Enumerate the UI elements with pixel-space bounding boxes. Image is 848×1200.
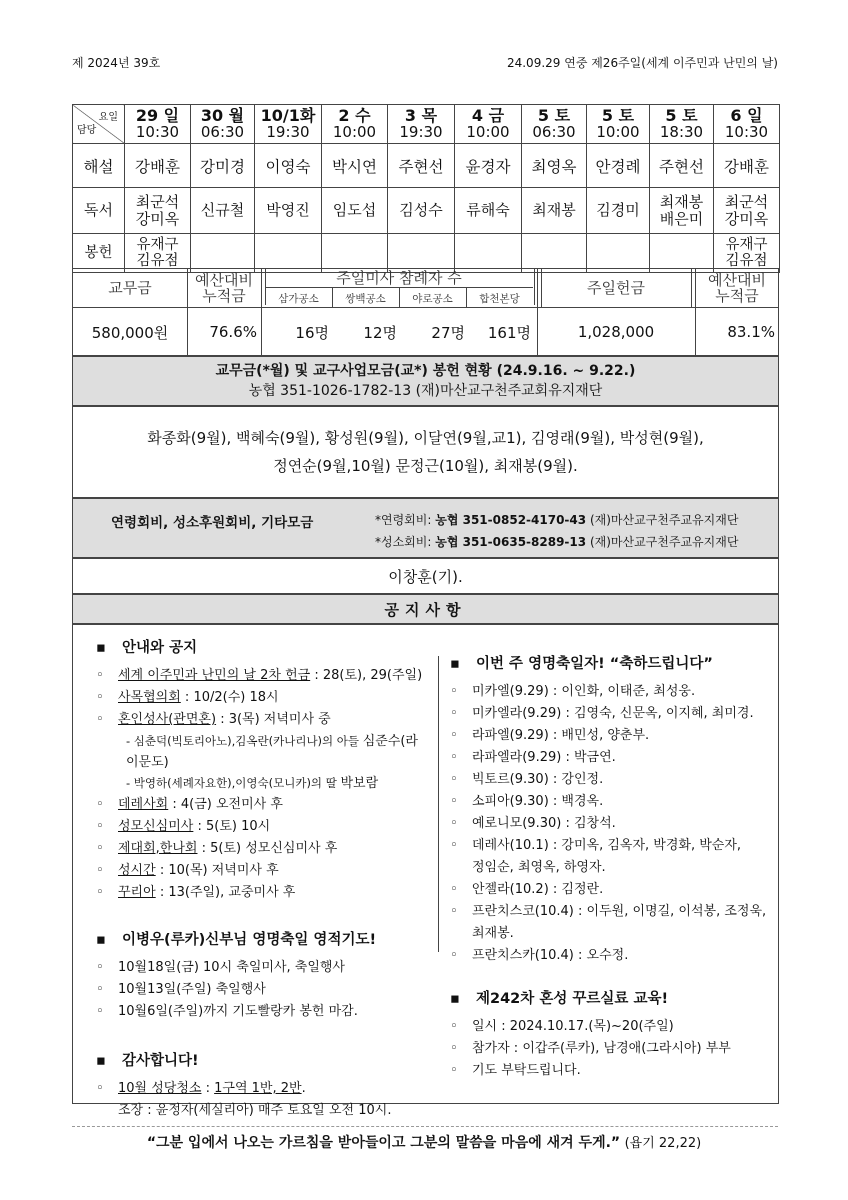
notice-item: ◦ 예로니모(9.30) : 김창석.	[450, 813, 770, 835]
notice-title: 공지사항	[72, 594, 779, 624]
budget-value: 76.6%	[209, 323, 257, 341]
tithe-label: 교무금	[108, 279, 152, 297]
schedule-cell	[322, 234, 388, 273]
sub-label-hapcheon: 합천본당	[479, 292, 520, 305]
notice-item: ◦ 일시 : 2024.10.17.(목)~20(주일)	[450, 1016, 770, 1038]
donation-account: 농협 351-1026-1782-13 (재)마산교구천주교회유지재단	[248, 383, 603, 399]
notice-item: ◦ 기도 부탁드립니다.	[450, 1060, 770, 1082]
notice-item: ◦ 혼인성사(관면혼) : 3(목) 저녁미사 중	[96, 709, 426, 731]
mass-schedule-table	[72, 104, 780, 273]
attend-yaro: 27명	[431, 323, 465, 342]
schedule-day-4: 3 목 19:30	[388, 105, 455, 144]
schedule-cell	[587, 234, 650, 273]
schedule-day-9: 6 일 10:30	[714, 105, 780, 144]
schedule-cell: 최영옥	[522, 144, 587, 188]
funds-title: 연령회비, 성소후원회비, 기타모금	[111, 515, 314, 531]
issue-number: 제 2024년 39호	[72, 56, 161, 70]
section-cursillo: 제242차 혼성 꾸르실료 교육!	[476, 991, 669, 1007]
notice-item: ◦ 라파엘(9.29) : 배민성, 양춘부.	[450, 725, 770, 747]
attend-samga: 16명	[295, 323, 329, 342]
schedule-cell: 주현선	[650, 144, 714, 188]
schedule-cell: 박시연	[322, 144, 388, 188]
donation-names: 화종화(9월), 백혜숙(9월), 황성원(9월), 이달연(9월,교1), 김영래(9월), 박성현(9월), 정연순(9월,10월) 문정근(10월), 최재봉(9월).	[72, 406, 779, 498]
schedule-cell	[388, 234, 455, 273]
notice-item: ◦ 안젤라(10.2) : 김정란.	[450, 879, 770, 901]
sub-label-ssangbaek: 쌍백공소	[345, 292, 386, 305]
schedule-cell: 주현선	[388, 144, 455, 188]
schedule-cell	[191, 234, 255, 273]
schedule-cell: 이영숙	[255, 144, 322, 188]
schedule-row-label: 봉헌	[73, 234, 125, 273]
schedule-cell: 강미경	[191, 144, 255, 188]
schedule-cell: 임도섭	[322, 188, 388, 234]
sub-label-samga: 삼가공소	[278, 292, 319, 305]
section-thanks: 감사합니다!	[122, 1053, 199, 1069]
schedule-row-label: 해설	[73, 144, 125, 188]
cleaning-item: ◦ 10월 성당청소 : 1구역 1반, 2반.	[96, 1078, 426, 1100]
notice-item: ◦ 10월6일(주일)까지 기도빨랑카 봉헌 마감.	[96, 1001, 426, 1023]
schedule-cell: 유재구 김유점	[714, 234, 780, 273]
schedule-cell: 최재봉	[522, 188, 587, 234]
section-info: 안내와 공지	[122, 640, 198, 656]
notice-item: ◦ 소피아(9.30) : 백경옥.	[450, 791, 770, 813]
schedule-cell: 최군석 강미옥	[714, 188, 780, 234]
schedule-day-6: 5 토 06:30	[522, 105, 587, 144]
section-priest-feast: 이병우(루카)신부님 영명축일 영적기도!	[122, 932, 377, 948]
schedule-day-0: 29 일 10:30	[125, 105, 191, 144]
schedule-cell	[522, 234, 587, 273]
notice-item: ◦ 미카엘(9.29) : 이인화, 이태준, 최성웅.	[450, 681, 770, 703]
funds-header: 연령회비, 성소후원회비, 기타모금 *연령회비: 농협 351-0852-4170-43 (재)마산교구천주교유지재단 *성소회비: 농협 351-0635-8289-13 (재)마산교구천주교유지재단	[72, 498, 779, 558]
funds-names: 이창훈(기).	[72, 558, 779, 594]
schedule-row-label: 독서	[73, 188, 125, 234]
notice-item: ◦ 성시간 : 10(목) 저녁미사 후	[96, 860, 426, 882]
notice-item: ◦ 세계 이주민과 난민의 날 2차 헌금 : 28(토), 29(주일)	[96, 665, 426, 687]
date-note: 24.09.29 연중 제26주일(세계 이주민과 난민의 날)	[506, 56, 778, 70]
donation-title: 교무금(*월) 및 교구사업모금(교*) 봉헌 현황 (24.9.16. ~ 9.22.)	[215, 363, 636, 379]
section-feast-day: 이번 주 영명축일자! “축하드립니다”	[476, 656, 713, 672]
sub-label-yaro: 야로공소	[412, 292, 453, 305]
schedule-cell: 최군석 강미옥	[125, 188, 191, 234]
schedule-cell: 박영진	[255, 188, 322, 234]
schedule-cell	[455, 234, 522, 273]
notice-item: ◦ 사목협의회 : 10/2(수) 18시	[96, 687, 426, 709]
notice-item: ◦ 데레사회 : 4(금) 오전미사 후	[96, 794, 426, 816]
schedule-day-3: 2 수 10:00	[322, 105, 388, 144]
footer-quote: “그분 입에서 나오는 가르침을 받아들이고 그분의 말씀을 마음에 새겨 두게.” (욥기 22,22)	[146, 1135, 702, 1151]
attend-ssangbaek: 12명	[363, 323, 397, 342]
acc1: 농협 351-0852-4170-43	[435, 513, 587, 527]
budget-label: 예산대비 누적금	[195, 271, 253, 305]
notice-item: ◦ 제대회,한나회 : 5(토) 성모신심미사 후	[96, 838, 426, 860]
offering-label: 주일헌금	[587, 279, 645, 297]
notice-right-column: ▪ 이번 주 영명축일자! “축하드립니다” ◦ 미카엘(9.29) : 이인화, 이태준, 최성웅. ◦ 미카엘라(9.29) : 김영숙, 신문옥, 이지혜, 최미경. ◦ 라파엘(9.29) : 배민성, 양춘부. ◦ 라파엘라(9.29) : 박금연. ◦ 빅토르(9.30) : 강인정. ◦ 소피아(9.30) : 백경옥. ◦ 예로니모(9.30) : 김창석. ◦ 데레사(10.1) : 강미옥, 김옥자, 박경화, 박순자, 정임순, 최영옥, 하영자. ◦ 안젤라(10.2) : 김정란. ◦ 프란치스코(10.4) : 이두원, 이명길, 이석봉, 조정욱, 최재봉. ◦ 프란치스카(10.4) : 오수정. ▪ 제242차 혼성 꾸르실료 교육! ◦ 일시 : 2024.10.17.(목)~20(주일) ◦ 참가자 : 이갑주(루카), 남경애(그라시아) 부부 ◦ 기도 부탁드립니다.	[450, 652, 770, 1082]
notice-item: ◦ 빅토르(9.30) : 강인정.	[450, 769, 770, 791]
schedule-day-8: 5 토 18:30	[650, 105, 714, 144]
attend-hapcheon: 161명	[487, 323, 531, 342]
notice-item: ◦ 10월13일(주일) 축일행사	[96, 979, 426, 1001]
schedule-cell: 김경미	[587, 188, 650, 234]
schedule-cell: 류해숙	[455, 188, 522, 234]
schedule-day-2: 10/1화 19:30	[255, 105, 322, 144]
tithe-value: 580,000원	[91, 323, 169, 342]
schedule-cell: 최재봉 배은미	[650, 188, 714, 234]
notice-item: ◦ 프란치스카(10.4) : 오수정.	[450, 945, 770, 967]
budget-value-2: 83.1%	[727, 323, 775, 341]
schedule-cell	[650, 234, 714, 273]
schedule-cell: 김성수	[388, 188, 455, 234]
schedule-cell: 강배훈	[125, 144, 191, 188]
notice-item: ◦ 꾸리아 : 13(주일), 교중미사 후	[96, 882, 426, 904]
schedule-corner: 요일 담당	[73, 105, 125, 144]
acc2: 농협 351-0635-8289-13	[435, 535, 587, 549]
notice-item: ◦ 데레사(10.1) : 강미옥, 김옥자, 박경화, 박순자, 정임순, 최영옥, 하영자.	[450, 835, 770, 879]
notice-item: ◦ 10월18일(금) 10시 축일미사, 축일행사	[96, 957, 426, 979]
notice-item: ◦ 프란치스코(10.4) : 이두원, 이명길, 이석봉, 조정욱, 최재봉.	[450, 901, 770, 945]
donation-header	[72, 356, 779, 406]
schedule-day-7: 5 토 10:00	[587, 105, 650, 144]
budget-label-2: 예산대비 누적금	[708, 271, 766, 305]
schedule-cell: 유재구 김유점	[125, 234, 191, 273]
schedule-cell: 강배훈	[714, 144, 780, 188]
schedule-cell	[255, 234, 322, 273]
notice-item: ◦ 참가자 : 이갑주(루카), 남경애(그라시아) 부부	[450, 1038, 770, 1060]
summary-box	[72, 268, 779, 356]
notice-item: ◦ 성모신심미사 : 5(토) 10시	[96, 816, 426, 838]
schedule-day-1: 30 월 06:30	[191, 105, 255, 144]
notice-left-column: ▪ 안내와 공지 ◦ 세계 이주민과 난민의 날 2차 헌금 : 28(토), 29(주일) ◦ 사목협의회 : 10/2(수) 18시 ◦ 혼인성사(관면혼) : 3(목) 저녁미사 중 - 심춘덕(빅토리아노),김옥란(카나리나)의 아들 심준수(라이문도) - 박영하(세례자요한),이영숙(모니카)의 딸 박보람 ◦ 데레사회 : 4(금) 오전미사 후 ◦ 성모신심미사 : 5(토) 10시 ◦ 제대회,한나회 : 5(토) 성모신심미사 후 ◦ 성시간 : 10(목) 저녁미사 후 ◦ 꾸리아 : 13(주일), 교중미사 후 ▪ 이병우(루카)신부님 영명축일 영적기도! ◦ 10월18일(금) 10시 축일미사, 축일행사 ◦ 10월13일(주일) 축일행사 ◦ 10월6일(주일)까지 기도빨랑카 봉헌 마감. ▪ 감사합니다! ◦ 10월 성당청소 : 1구역 1반, 2반. 조장 : 윤정자(세실리아) 매주 토요일 오전 10시.	[96, 636, 426, 1122]
notice-item: ◦ 미카엘라(9.29) : 김영숙, 신문옥, 이지혜, 최미경.	[450, 703, 770, 725]
notice-item: ◦ 라파엘라(9.29) : 박금연.	[450, 747, 770, 769]
cleaning-note: 조장 : 윤정자(세실리아) 매주 토요일 오전 10시.	[118, 1103, 392, 1118]
offering-value: 1,028,000	[577, 323, 655, 341]
attendance-label: 주일미사 참례자 수	[336, 269, 462, 287]
schedule-cell: 신규철	[191, 188, 255, 234]
schedule-cell: 안경례	[587, 144, 650, 188]
schedule-cell: 윤경자	[455, 144, 522, 188]
schedule-day-5: 4 금 10:00	[455, 105, 522, 144]
